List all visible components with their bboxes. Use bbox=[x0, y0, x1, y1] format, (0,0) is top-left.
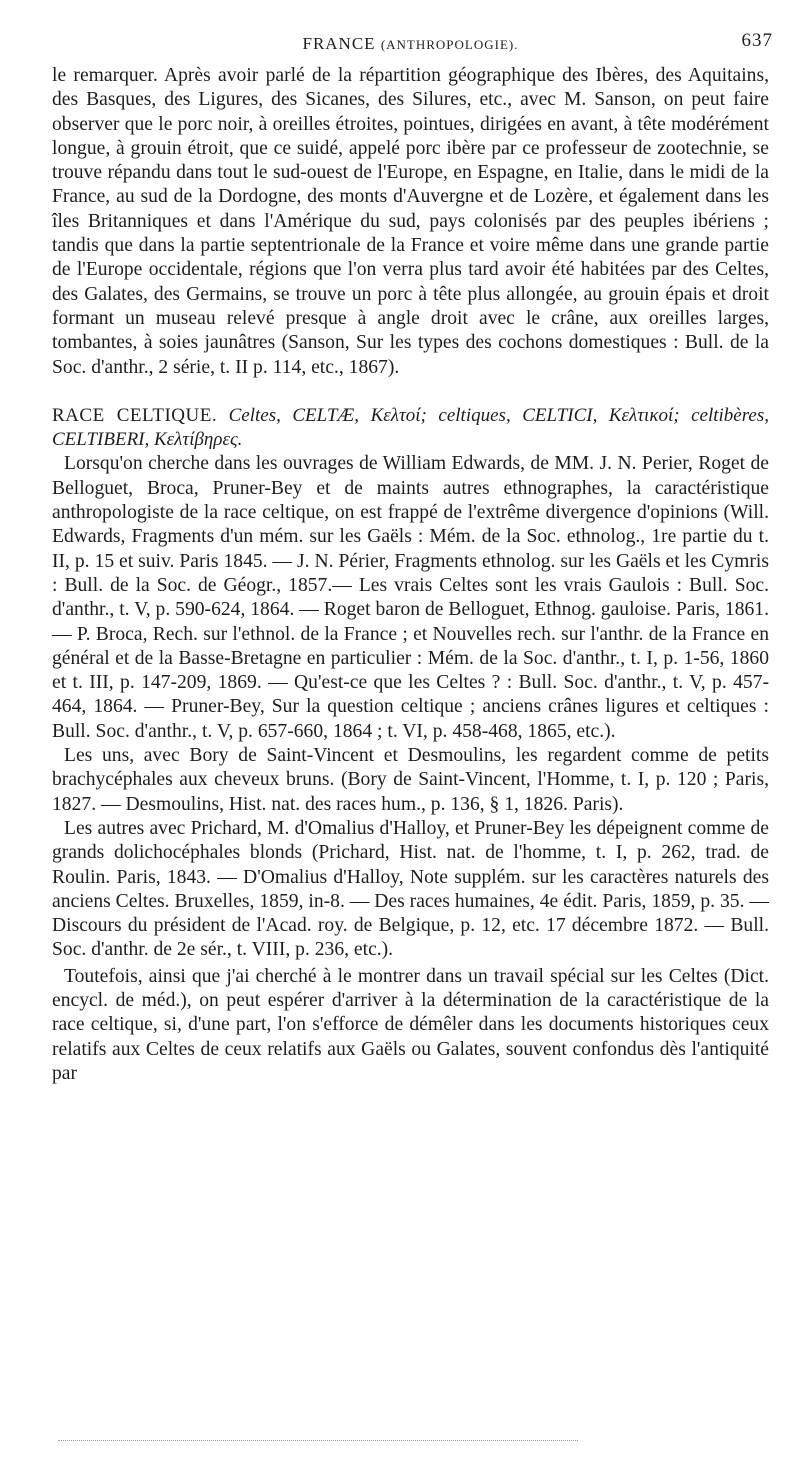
page-number: 637 bbox=[741, 30, 773, 51]
race-section bbox=[52, 404, 769, 1086]
body-paragraph bbox=[52, 64, 769, 380]
race-heading bbox=[52, 404, 769, 453]
paragraph-3: Les uns, avec Bory de Saint-Vincent et Desmoulins, les regardent comme de petits brachycéphales aux cheveux bruns. (Bory de Saint-Vincent, l'Homme, t. I, p. 120 ; Paris, 1827. — Desmoulins, Hist. nat. des races hum., p. 136, § 1, 1826. Paris). bbox=[52, 745, 769, 815]
race-heading-title: RACE CELTIQUE. bbox=[52, 404, 218, 426]
paragraph-2: Lorsqu'on cherche dans les ouvrages de William Edwards, de MM. J. N. Perier, Roget de Belloguet, Broca, Pruner-Bey et de maints autres ethnographes, la caractéristique anthropologiste de la race celtique, on est frappé de l'extrême divergence d'opinions (Will. Edwards, Fragments d'un mém. sur les Gaëls : Mém. de la Soc. ethnolog., 1re partie du t. II, p. 15 et suiv. Paris 1845. — J. N. Périer, Fragments ethnolog. sur les Gaëls et les Cymris : Bull. de la Soc. de Géogr., 1857.— Les vrais Celtes sont les vrais Gaulois : Bull. Soc. d'anthr., t. V, p. 590-624, 1864. — Roget baron de Belloguet, Ethnog. gauloise. Paris, 1861. — P. Broca, Rech. sur l'ethnol. de la France ; et Nouvelles rech. sur l'anthr. de la France en général et de la Basse-Bretagne en particulier : Mém. de la Soc. d'anthr., t. I, p. 1-56, 1860 et t. III, p. 147-209, 1869. — Qu'est-ce que les Celtes ? : Bull. Soc. d'anthr., t. V, p. 457-464, 1864. — Pruner-Bey, Sur la question celtique ; anciens crânes ligures et celtiques : Bull. Soc. d'anthr., t. V, p. 657-660, 1864 ; t. VI, p. 458-468, 1865, etc.). bbox=[52, 453, 769, 742]
running-header bbox=[52, 30, 773, 56]
paragraph-5: Toutefois, ainsi que j'ai cherché à le montrer dans un travail spécial sur les Celtes (Dict. encycl. de méd.), on peut espérer d'arriver à la détermination de la caractéristique de la race celtique, si, d'une part, l'on s'efforce de démêler dans les documents historiques ceux relatifs aux Celtes de ceux relatifs aux Gaëls ou Galates, souvent confondus dès l'antiquité par bbox=[52, 965, 769, 1084]
page bbox=[52, 30, 773, 1086]
bottom-bleed-marks bbox=[58, 1440, 578, 1443]
paragraph-1: le remarquer. Après avoir parlé de la répartition géographique des Ibères, des Aquitains, des Basques, des Ligures, des Sicanes, des Silures, etc., avec M. Sanson, on peut faire observer que le porc noir, à oreilles étroites, pointues, dirigées en avant, à tête modérément longue, à grouin étroit, que ce suidé, appelé porc ibère par ce professeur de zootechnie, se trouve répandu dans tout le sud-ouest de l'Europe, en Espagne, en Italie, dans le midi de la France, au sud de la Dordogne, des monts d'Auvergne et de Lozère, et également dans les îles Britanniques et dans l'Amérique du sud, pays colonisés par des peuples ibériens ; tandis que dans la partie septentrionale de la France et voire même dans une grande partie de l'Europe occidentale, régions que l'on verra plus tard avoir été habitées par des Celtes, des Galates, des Germains, se trouve un porc à tête plus allongée, au grouin épais et droit formant un museau relevé presque à angle droit avec le crâne, aux oreilles larges, tombantes, à soies jaunâtres (Sanson, Sur les types des cochons domestiques : Bull. de la Soc. d'anthr., 2 série, t. II p. 114, etc., 1867). bbox=[52, 65, 769, 378]
header-title-sub: (ANTHROPOLOGIE). bbox=[380, 37, 519, 52]
paragraph-4: Les autres avec Prichard, M. d'Omalius d'Halloy, et Pruner-Bey les dépeignent comme de grands dolichocéphales blonds (Prichard, Hist. nat. de l'homme, t. I, p. 262, trad. de Roulin. Paris, 1843. — D'Omalius d'Halloy, Note supplém. sur les caractères naturels des anciens Celtes. Bruxelles, 1859, in-8. — Des races humaines, 4e édit. Paris, 1859, p. 35. — Discours du président de l'Acad. roy. de Belgique, p. 12, etc. 17 décembre 1872. — Bull. Soc. d'anthr. de 2e sér., t. VIII, p. 236, etc.). bbox=[52, 817, 769, 961]
race-heading-variants: Celtes, CELTÆ, Κελτοί; celtiques, CELTICI, Κελτικοί; celtibères, CELTIBERI, Κελτίβηρες. bbox=[52, 404, 769, 451]
header-title-main: FRANCE bbox=[302, 34, 376, 53]
header-title bbox=[52, 34, 769, 54]
